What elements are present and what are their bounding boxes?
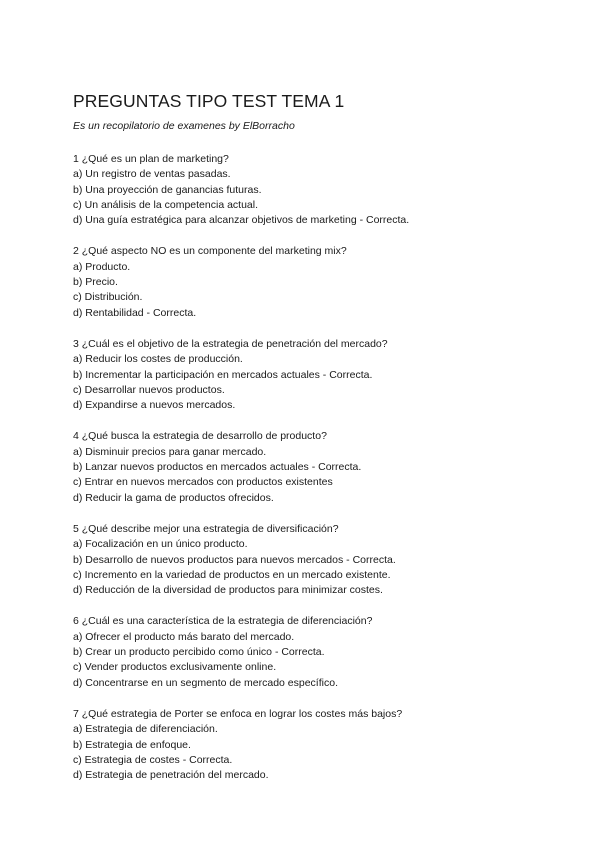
answer-option: b) Desarrollo de nuevos productos para nuevos mercados - Correcta. — [73, 553, 396, 566]
document-content — [73, 90, 553, 799]
question-block — [73, 707, 553, 783]
answer-option: c) Distribución. — [73, 291, 143, 304]
question-block — [73, 522, 553, 598]
answer-option: a) Focalización en un único producto. — [73, 538, 248, 551]
answer-option: d) Una guía estratégica para alcanzar objetivos de marketing - Correcta. — [73, 214, 410, 227]
answer-option: c) Incremento en la variedad de productos en un mercado existente. — [73, 568, 391, 581]
question-list — [73, 152, 553, 783]
question-text: 5 ¿Qué describe mejor una estrategia de diversificación? — [73, 522, 339, 535]
answer-option: c) Desarrollar nuevos productos. — [73, 383, 225, 396]
answer-option: d) Reducir la gama de productos ofrecidos. — [73, 491, 274, 504]
question-block — [73, 152, 553, 228]
answer-option: a) Estrategia de diferenciación. — [73, 723, 218, 736]
answer-option: b) Incrementar la participación en mercados actuales - Correcta. — [73, 368, 373, 381]
question-text: 6 ¿Cuál es una característica de la estrategia de diferenciación? — [73, 615, 373, 628]
question-block — [73, 244, 553, 320]
question-text: 1 ¿Qué es un plan de marketing? — [73, 153, 229, 165]
answer-option: a) Producto. — [73, 260, 131, 273]
answer-option: b) Una proyección de ganancias futuras. — [73, 183, 262, 196]
document-subtitle: Es un recopilatorio de examenes by ElBorracho — [73, 120, 295, 132]
answer-option: a) Reducir los costes de producción. — [73, 353, 243, 366]
answer-option: d) Estrategia de penetración del mercado. — [73, 769, 269, 782]
question-text: 4 ¿Qué busca la estrategia de desarrollo de producto? — [73, 430, 327, 443]
answer-option: d) Concentrarse en un segmento de mercado específico. — [73, 676, 338, 689]
question-block — [73, 337, 553, 413]
answer-option: a) Disminuir precios para ganar mercado. — [73, 445, 267, 458]
answer-option: c) Entrar en nuevos mercados con productos existentes — [73, 476, 333, 489]
answer-option: b) Estrategia de enfoque. — [73, 738, 191, 751]
answer-option: d) Rentabilidad - Correcta. — [73, 306, 197, 319]
answer-option: d) Expandirse a nuevos mercados. — [73, 399, 236, 412]
question-text: 3 ¿Cuál es el objetivo de la estrategia de penetración del mercado? — [73, 337, 388, 350]
answer-option: c) Vender productos exclusivamente online. — [73, 661, 277, 674]
answer-option: b) Crear un producto percibido como único - Correcta. — [73, 646, 325, 659]
question-block — [73, 429, 553, 505]
answer-option: b) Lanzar nuevos productos en mercados actuales - Correcta. — [73, 461, 362, 474]
question-text: 7 ¿Qué estrategia de Porter se enfoca en lograr los costes más bajos? — [73, 707, 403, 720]
answer-option: b) Precio. — [73, 276, 118, 289]
answer-option: a) Un registro de ventas pasadas. — [73, 168, 231, 181]
answer-option: a) Ofrecer el producto más barato del mercado. — [73, 630, 295, 643]
answer-option: c) Un análisis de la competencia actual. — [73, 198, 259, 211]
question-block — [73, 614, 553, 690]
answer-option: d) Reducción de la diversidad de productos para minimizar costes. — [73, 584, 383, 597]
question-text: 2 ¿Qué aspecto NO es un componente del marketing mix? — [73, 245, 347, 258]
answer-option: c) Estrategia de costes - Correcta. — [73, 753, 233, 766]
document-title: PREGUNTAS TIPO TEST TEMA 1 — [73, 91, 345, 111]
